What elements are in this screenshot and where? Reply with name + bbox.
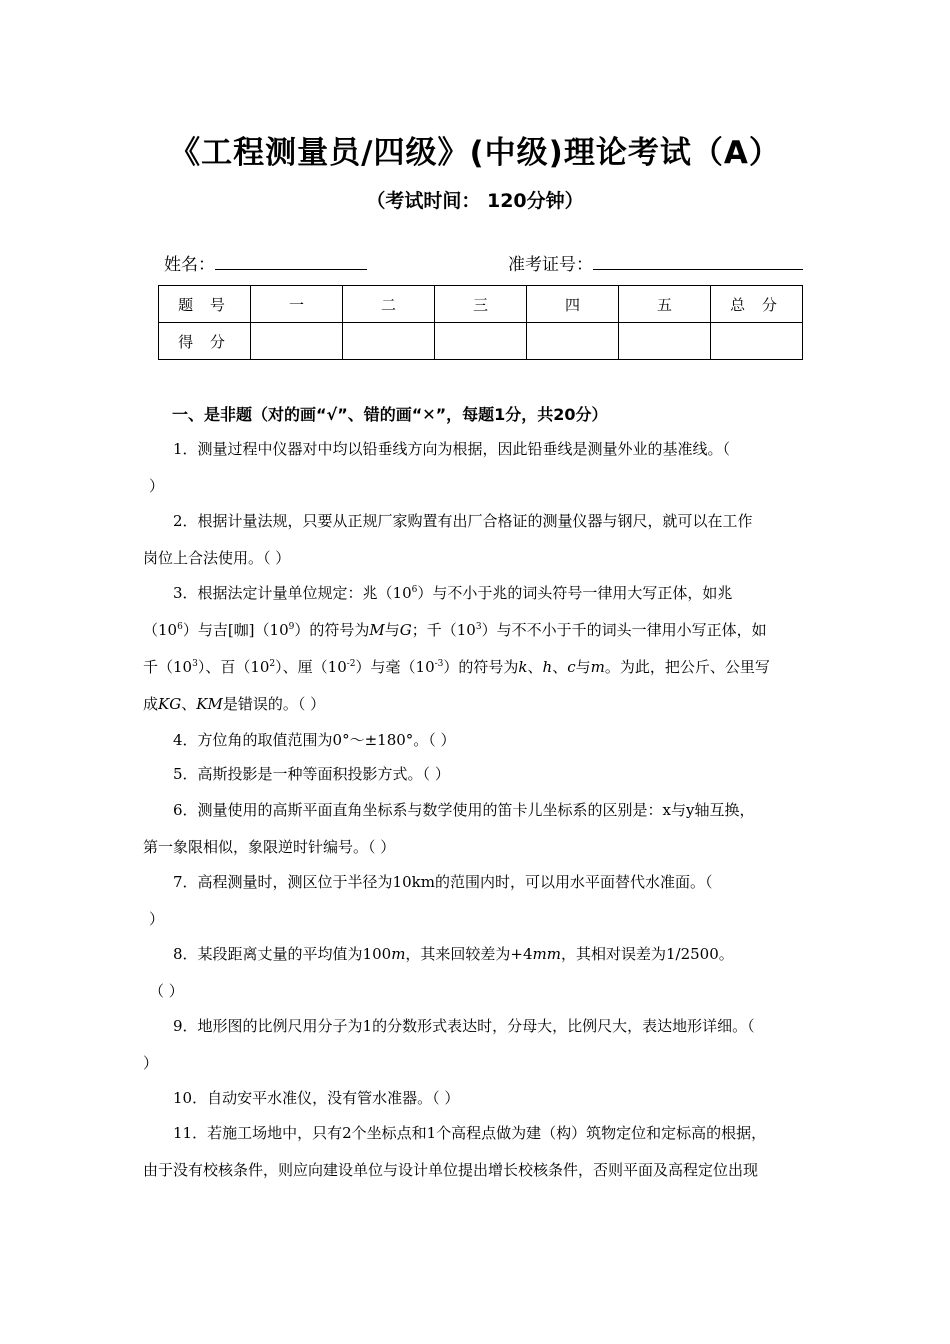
question-8 <box>143 936 833 1010</box>
name-field <box>164 250 367 275</box>
q3-symbol: m <box>590 658 605 676</box>
score-row-label: 得 分 <box>159 323 251 360</box>
section-1-title: 一、是非题（对的画“√”、错的画“✕”，每题1分，共20分） <box>172 405 608 424</box>
q8-text: 8．某段距离丈量的平均值为100 <box>173 945 392 963</box>
question-6 <box>143 792 833 866</box>
score-cell[interactable] <box>251 323 343 360</box>
q3-text: ）与毫（10 <box>355 658 435 676</box>
score-header-cell: 题 号 <box>159 286 251 323</box>
q3-symbol: M <box>369 621 385 639</box>
q3-symbol: KM <box>196 695 223 713</box>
question-text: 9．地形图的比例尺用分子为1的分数形式表达时，分母大，比例尺大，表达地形详细。（ <box>173 1017 755 1035</box>
q3-text: ）与吉[咖]（10 <box>182 621 289 639</box>
question-text-cont: 由于没有校核条件，则应向建设单位与设计单位提出增长校核条件，否则平面及高程定位出现 <box>143 1161 759 1179</box>
score-header-cell: 总 分 <box>711 286 803 323</box>
question-1 <box>143 431 833 505</box>
q3-exponent: 6 <box>411 585 418 595</box>
q3-text: 、 <box>527 658 543 676</box>
question-text: 1．测量过程中仪器对中均以铅垂线方向为根据，因此铅垂线是测量外业的基准线。（ <box>173 440 731 458</box>
q3-text: 与 <box>575 658 591 676</box>
score-cell[interactable] <box>711 323 803 360</box>
question-text: 6．测量使用的高斯平面直角坐标系与数学使用的笛卡儿坐标系的区别是：x与y轴互换， <box>173 801 755 819</box>
question-text: 4．方位角的取值范围为0°～±180°。（ ） <box>173 731 456 749</box>
exam-id-label: 准考证号： <box>508 255 593 275</box>
score-header-cell: 一 <box>251 286 343 323</box>
question-10 <box>143 1080 833 1117</box>
score-table-header-row <box>159 286 803 323</box>
q3-text: 千（10 <box>143 658 193 676</box>
q3-symbol: c <box>567 658 576 676</box>
score-table <box>158 285 803 360</box>
question-text-cont: 第一象限相似，象限逆时针编号。（ ） <box>143 838 396 856</box>
exam-duration: （考试时间： 120分钟） <box>366 190 584 212</box>
score-cell[interactable] <box>619 323 711 360</box>
q3-symbol: KG <box>158 695 182 713</box>
question-11 <box>143 1115 833 1189</box>
q3-text: 是错误的。（ ） <box>222 695 326 713</box>
score-table-score-row <box>159 323 803 360</box>
q3-text: ）的符号为 <box>443 658 519 676</box>
q3-text: 成 <box>143 695 159 713</box>
q3-exponent: 2 <box>269 659 276 669</box>
name-input-line[interactable] <box>215 251 367 270</box>
q3-text: 。为此，把公斤、公里写 <box>604 658 770 676</box>
q3-text: ；千（10 <box>411 621 476 639</box>
question-2 <box>143 503 833 577</box>
q3-text: 、 <box>552 658 568 676</box>
score-cell[interactable] <box>435 323 527 360</box>
q3-symbol: h <box>542 658 553 676</box>
q3-exponent: 3 <box>192 659 198 669</box>
q8-text: ，其相对误差为1/2500。 <box>561 945 734 963</box>
question-answer-bracket: ） <box>149 910 165 928</box>
question-text: 7．高程测量时，测区位于半径为10km的范围内时，可以用水平面替代水准面。（ <box>173 873 713 891</box>
exam-title: 《工程测量员/四级》(中级)理论考试（A） <box>169 135 781 171</box>
q3-text: 3．根据法定计量单位规定：兆（10 <box>173 584 412 602</box>
q3-text: ）与不不小于千的词头一律用小写正体，如 <box>481 621 767 639</box>
q3-symbol: G <box>399 621 412 639</box>
q3-text: ）与不小于兆的词头符号一律用大写正体，如兆 <box>417 584 733 602</box>
score-header-cell: 三 <box>435 286 527 323</box>
q8-unit: mm <box>532 945 561 963</box>
q8-unit: m <box>391 945 406 963</box>
q3-exponent: -3 <box>434 659 444 669</box>
name-label: 姓名： <box>164 255 215 275</box>
question-text: 11．若施工场地中，只有2个坐标点和1个高程点做为建（构）筑物定位和定标高的根据， <box>173 1124 767 1142</box>
question-answer-bracket: （ ） <box>149 982 184 1000</box>
q3-exponent: 6 <box>177 622 183 632</box>
question-answer-bracket: ） <box>143 1054 159 1072</box>
score-header-cell: 二 <box>343 286 435 323</box>
exam-id-input-line[interactable] <box>593 251 803 270</box>
question-4 <box>143 722 833 759</box>
q3-text: 、 <box>181 695 197 713</box>
score-cell[interactable] <box>343 323 435 360</box>
q3-exponent: 9 <box>288 622 295 632</box>
score-cell[interactable] <box>527 323 619 360</box>
question-text: 10．自动安平水准仪，没有管水准器。（ ） <box>173 1089 460 1107</box>
question-text: 2．根据计量法规，只要从正规厂家购置有出厂合格证的测量仪器与钢尺，就可以在工作 <box>173 512 753 530</box>
exam-id-field <box>508 250 803 275</box>
q3-text: ）的符号为 <box>294 621 370 639</box>
score-header-cell: 四 <box>527 286 619 323</box>
score-header-cell: 五 <box>619 286 711 323</box>
q3-exponent: 3 <box>475 622 482 632</box>
question-5 <box>143 756 833 793</box>
question-answer-bracket: ） <box>149 477 165 495</box>
q3-text: （10 <box>143 621 178 639</box>
q8-text: ，其来回较差为+4 <box>405 945 533 963</box>
question-text: 5．高斯投影是一种等面积投影方式。（ ） <box>173 765 450 783</box>
q3-symbol: k <box>518 658 528 676</box>
question-7 <box>143 864 833 938</box>
q3-text: 与 <box>384 621 400 639</box>
q3-text: ）、厘（10 <box>275 658 347 676</box>
question-text-cont: 岗位上合法使用。（ ） <box>143 549 291 567</box>
q3-exponent: -2 <box>346 659 356 669</box>
question-9 <box>143 1008 833 1082</box>
question-3 <box>143 575 833 723</box>
q3-text: ）、百（10 <box>197 658 270 676</box>
